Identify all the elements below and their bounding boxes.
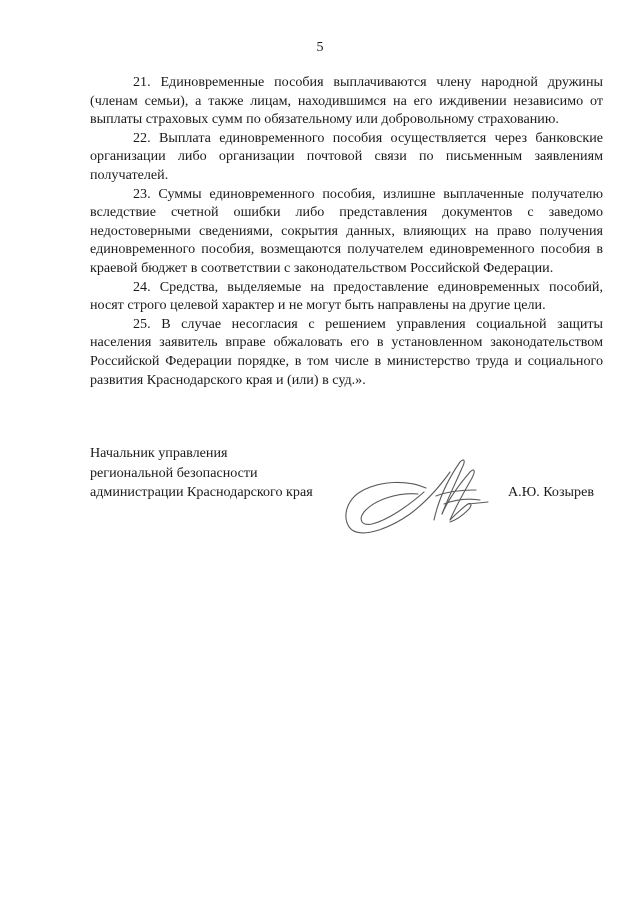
signatory-position — [90, 444, 313, 503]
paragraph-24: 24. Средства, выделяемые на предоставление единовременных пособий, носят строго целевой характер и не могут быть направлены на другие цели. — [90, 278, 603, 314]
position-line-3: администрации Краснодарского края — [90, 484, 313, 500]
position-line-2: региональной безопасности — [90, 464, 258, 481]
document-body — [90, 73, 603, 389]
paragraph-21: 21. Единовременные пособия выплачиваются члену народной дружины (членам семьи), а также лицам, находившимся на его иждивении независимо от выплаты страховых сумм по обязательному или добровольному страхованию. — [90, 74, 603, 128]
paragraph-22: 22. Выплата единовременного пособия осуществляется через банковские организации либо организации почтовой связи по письменным заявлениям получателей. — [90, 129, 603, 183]
paragraph-25: 25. В случае несогласия с решением управления социальной защиты населения заявитель вправе обжаловать его в установленном законодательством Российской Федерации порядке, в том числе в министерство труда и социального развития Краснодарского края и (или) в суд.». — [90, 315, 603, 388]
paragraph-23: 23. Суммы единовременного пособия, излишне выплаченные получателю вследствие счетной ошибки либо представления документов с заведомо недостоверными сведениями, сокрытия данных, влияющих на право получения единовременного пособия, возмещаются получателем единовременного пособия в краевой бюджет в соответствии с законодательством Российской Федерации. — [90, 185, 603, 276]
handwritten-signature-icon — [338, 450, 498, 545]
signatory-name: А.Ю. Козырев — [508, 484, 594, 500]
position-line-1: Начальник управления — [90, 445, 228, 461]
page-number: 5 — [316, 40, 324, 55]
